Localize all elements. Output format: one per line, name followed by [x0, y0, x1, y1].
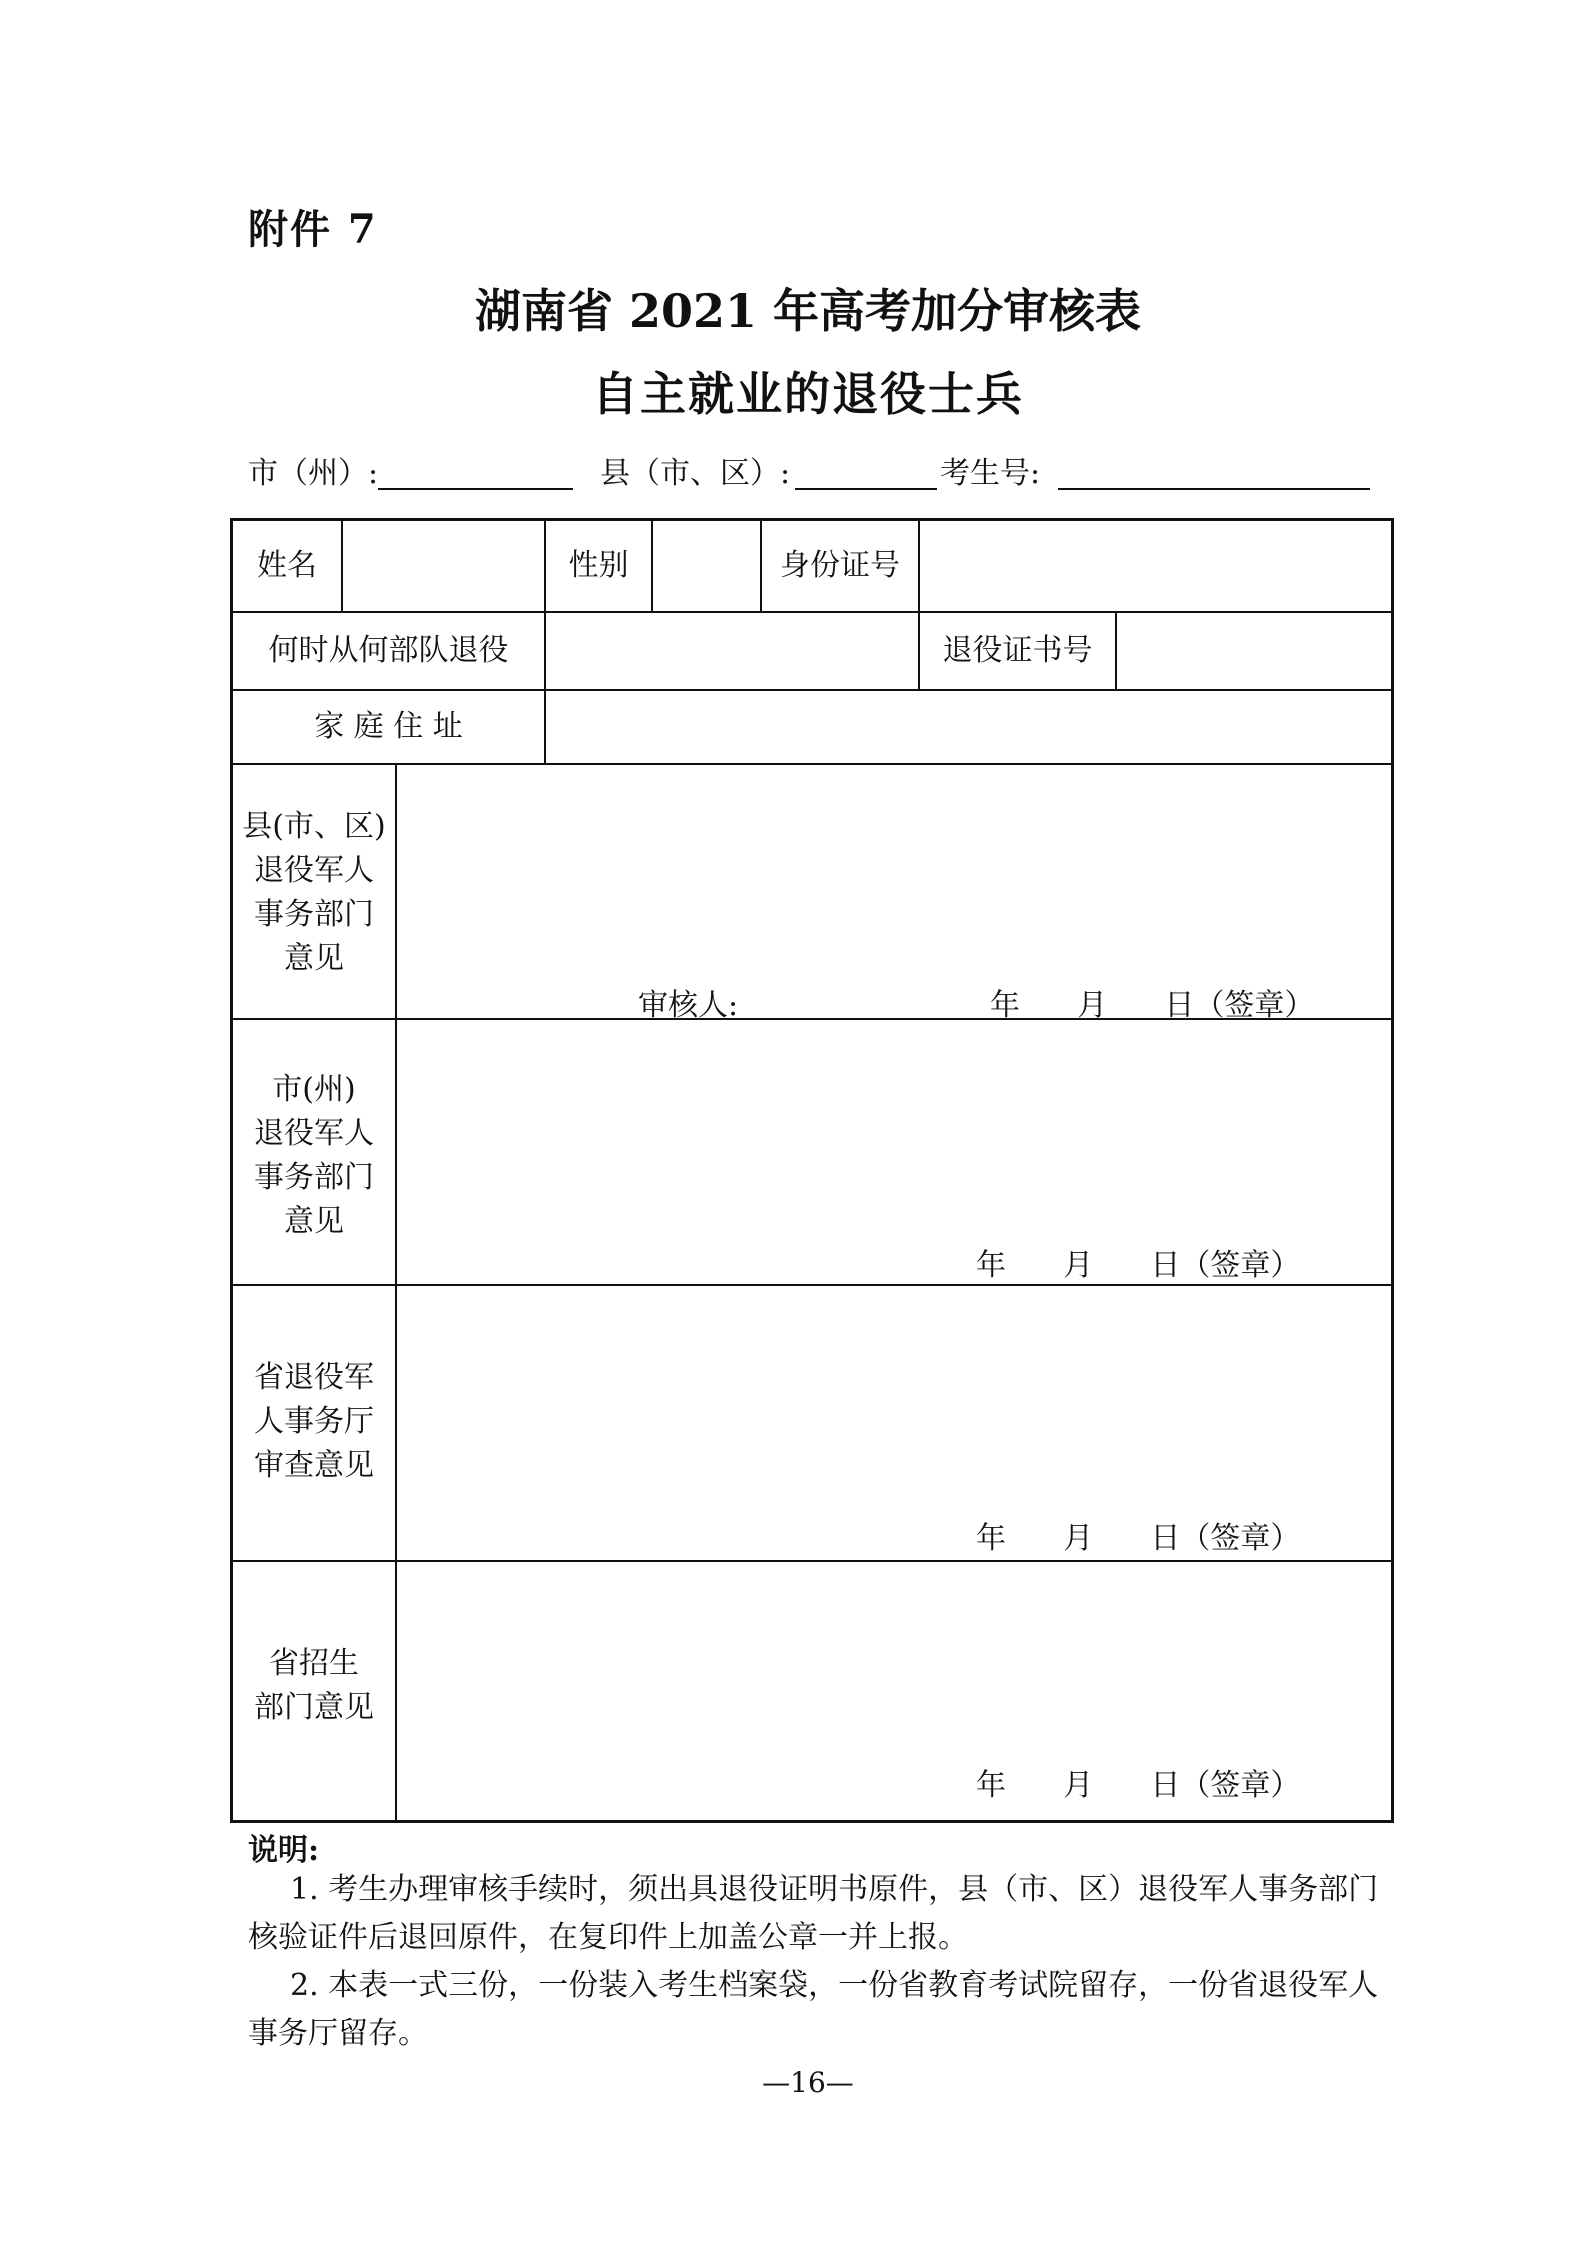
county-reviewer-label: 审核人:	[638, 988, 739, 1023]
gender-field[interactable]	[653, 521, 760, 611]
city-label: 市（州）:	[248, 456, 379, 491]
discharge-info-field[interactable]	[546, 613, 918, 689]
home-address-label: 家 庭 住 址	[314, 709, 463, 744]
county-label: 县（市、区）:	[600, 456, 791, 491]
note-item-1-line-1: 1. 考生办理审核手续时，须出具退役证明书原件，县（市、区）退役军人事务部门	[290, 1872, 1379, 1907]
enrollment-opinion-label: 省招生 部门意见	[254, 1646, 374, 1725]
id-number-field[interactable]	[920, 521, 1391, 611]
document-title: 湖南省 2021 年高考加分审核表	[474, 284, 1142, 338]
city-date-sign: 年 月 日（签章）	[976, 1248, 1301, 1283]
county-date-sign: 年 月 日（签章）	[990, 988, 1315, 1023]
attachment-label: 附件 7	[248, 206, 378, 253]
document-subtitle: 自主就业的退役士兵	[592, 367, 1024, 421]
discharge-cert-label: 退役证书号	[942, 633, 1093, 668]
home-address-field[interactable]	[546, 691, 1391, 763]
county-opinion-label: 县(市、区) 退役军人 事务部门 意见	[242, 809, 386, 976]
name-field[interactable]	[343, 521, 544, 611]
discharge-cert-field[interactable]	[1117, 613, 1391, 689]
name-label: 姓名	[257, 548, 317, 583]
gender-label: 性别	[568, 548, 629, 583]
city-opinion-label: 市(州) 退役军人 事务部门 意见	[254, 1072, 374, 1239]
note-item-2-line-1: 2. 本表一式三份，一份装入考生档案袋，一份省教育考试院留存，一份省退役军人	[290, 1968, 1379, 2003]
page-number: —16—	[762, 2066, 854, 2099]
exam-no-label: 考生号:	[940, 456, 1041, 491]
enrollment-date-sign: 年 月 日（签章）	[976, 1768, 1301, 1803]
exam-no-field-underline[interactable]	[1058, 488, 1370, 490]
notes-heading: 说明:	[248, 1833, 320, 1868]
note-item-1-line-2: 核验证件后退回原件，在复印件上加盖公章一并上报。	[248, 1920, 968, 1955]
county-field-underline[interactable]	[795, 488, 937, 490]
province-opinion-label: 省退役军 人事务厅 审查意见	[254, 1360, 374, 1483]
city-field-underline[interactable]	[378, 488, 573, 490]
discharge-info-label: 何时从何部队退役	[268, 633, 509, 668]
province-date-sign: 年 月 日（签章）	[976, 1521, 1301, 1556]
id-number-label: 身份证号	[780, 548, 900, 583]
note-item-2-line-2: 事务厅留存。	[248, 2016, 428, 2051]
